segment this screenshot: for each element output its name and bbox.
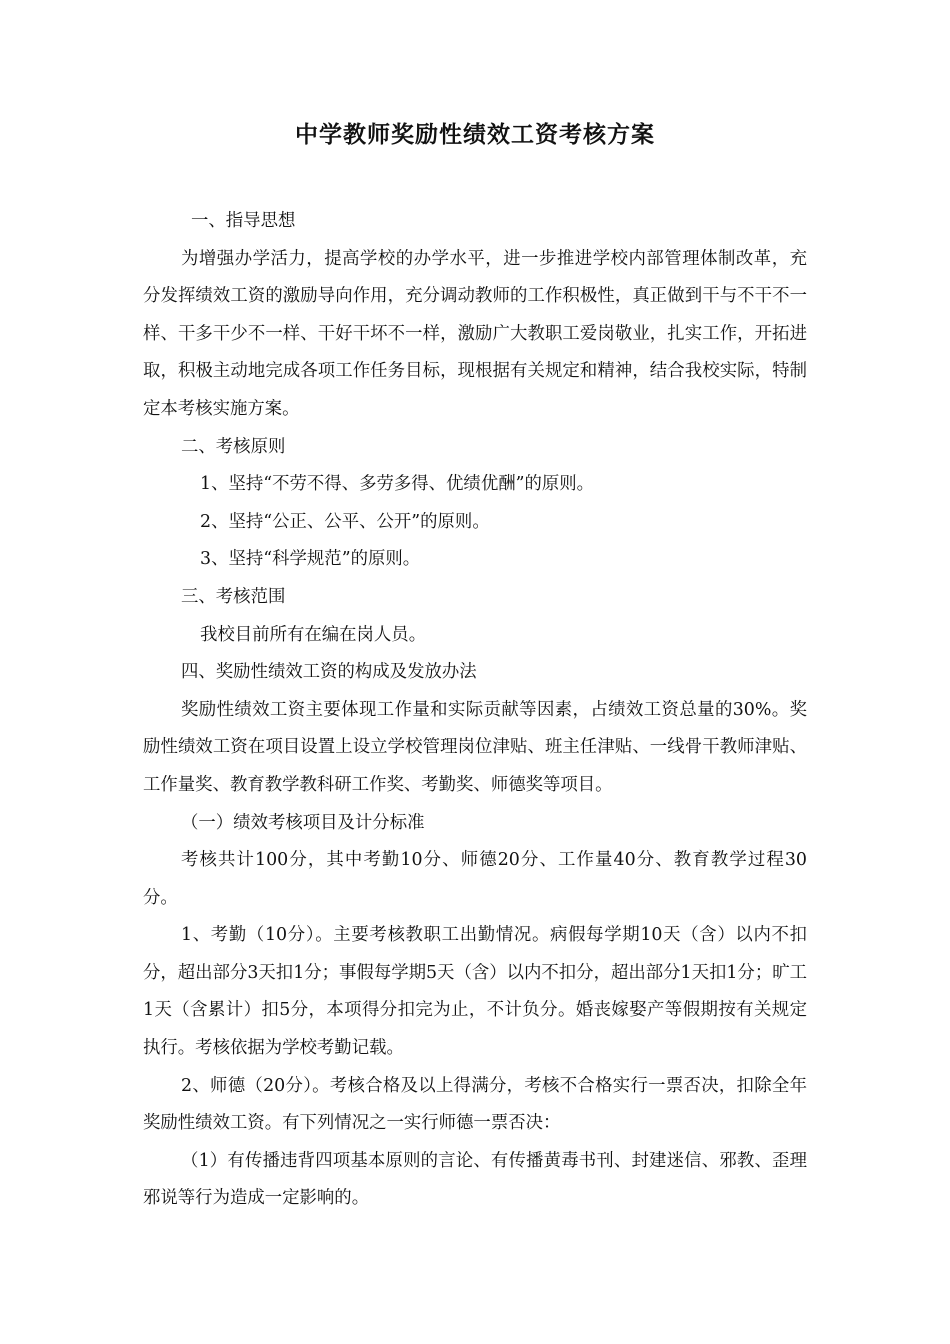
document-body [143, 203, 807, 1218]
paragraph-attendance: 1、考勤（10分）。主要考核教职工出勤情况。病假每学期10天（含）以内不扣分，超出部分3天扣1分；事假每学期5天（含）以内不扣分，超出部分1天扣1分；旷工1天（含累计）扣5分，本项得分扣完为止，不计负分。婚丧嫁娶产等假期按有关规定执行。考核依据为学校考勤记载。 [143, 925, 807, 1059]
paragraph-score-total: 考核共计100分，其中考勤10分、师德20分、工作量40分、教育教学过程30分。 [143, 850, 807, 908]
paragraph-composition: 奖励性绩效工资主要体现工作量和实际贡献等因素，占绩效工资总量的30%。奖励性绩效工资在项目设置上设立学校管理岗位津贴、班主任津贴、一线骨干教师津贴、工作量奖、教育教学教科研工作奖、考勤奖、师德奖等项目。 [143, 699, 807, 795]
principle-item-2: 2、坚持“公正、公平、公开”的原则。 [200, 511, 490, 532]
subsection-heading-standards: （一）绩效考核项目及计分标准 [181, 812, 425, 833]
document-title: 中学教师奖励性绩效工资考核方案 [295, 122, 655, 148]
section-heading-principles: 二、考核原则 [181, 436, 286, 457]
paragraph-ethics: 2、师德（20分）。考核合格及以上得满分，考核不合格实行一票否决，扣除全年奖励性绩效工资。有下列情况之一实行师德一票否决： [143, 1075, 807, 1134]
principle-item-3: 3、坚持“科学规范”的原则。 [200, 549, 421, 570]
paragraph-guiding-ideology: 为增强办学活力，提高学校的办学水平，进一步推进学校内部管理体制改革，充分发挥绩效工资的激励导向作用，充分调动教师的工作积极性，真正做到干与不干不一样、干多干少不一样、干好干坏不一样，激励广大教职工爱岗敬业，扎实工作，开拓进取，积极主动地完成各项工作任务目标，现根据有关规定和精神，结合我校实际，特制定本考核实施方案。 [143, 248, 807, 419]
principle-item-1: 1、坚持“不劳不得、多劳多得、优绩优酬”的原则。 [200, 474, 595, 495]
section-heading-composition: 四、奖励性绩效工资的构成及发放办法 [181, 662, 477, 683]
paragraph-ethics-item-1: （1）有传播违背四项基本原则的言论、有传播黄毒书刊、封建迷信、邪教、歪理邪说等行为造成一定影响的。 [143, 1150, 807, 1209]
section-heading-scope: 三、考核范围 [181, 586, 286, 607]
paragraph-scope: 我校目前所有在编在岗人员。 [200, 624, 427, 645]
section-heading-guiding-ideology: 一、指导思想 [191, 211, 296, 231]
